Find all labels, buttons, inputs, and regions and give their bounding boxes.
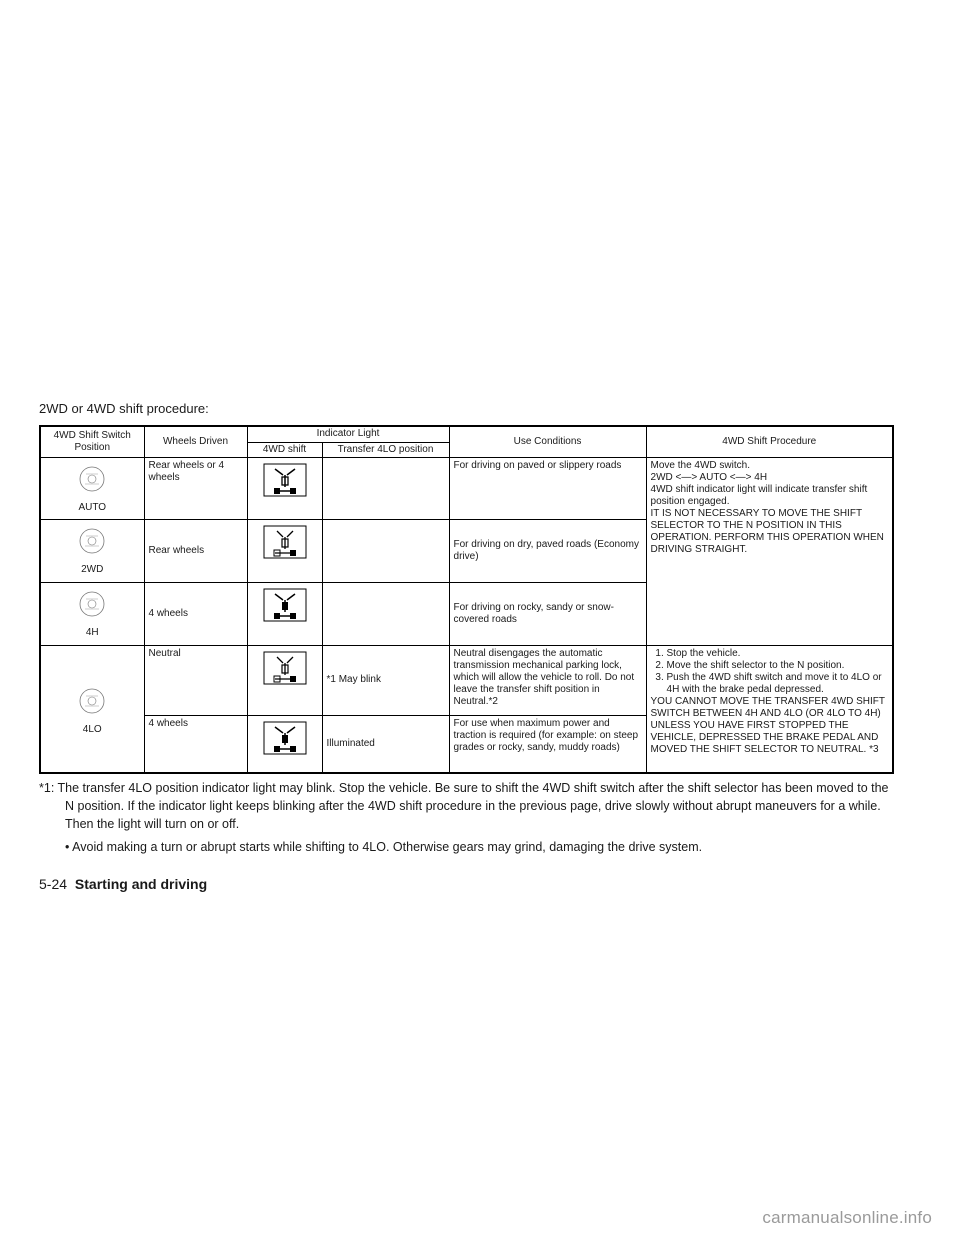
transfer-light-cell — [322, 519, 449, 582]
page-number: 5-24 — [39, 876, 68, 892]
wheels-cell: Neutral — [144, 645, 247, 715]
switch-cell-2wd — [40, 519, 144, 582]
procedure-steps — [651, 648, 889, 696]
wheels-cell: 4 wheels — [144, 715, 247, 773]
page-footer — [39, 876, 207, 892]
4wd-light-icon — [263, 721, 307, 755]
footnote-1: *1: The transfer 4LO position indicator light may blink. Stop the vehicle. Be sure to shift the 4WD shift switch after the shift selector has been moved to the N position. If the indicator light keeps blinking after the 4WD shift procedure in the previous page, drive slowly without abrupt maneuvers for a while. Then the light will turn on or off. — [39, 781, 889, 831]
shift-light-cell — [247, 519, 322, 582]
procedure-caution: YOU CANNOT MOVE THE TRANSFER 4WD SHIFT SWITCH BETWEEN 4H AND 4LO (OR 4LO TO 4H) UNLESS YOU HAVE FIRST STOPPED THE VEHICLE, DEPRESSED THE BRAKE PEDAL AND MOVED THE SHIFT SELECTOR TO NEUTRAL. *3 — [650, 695, 885, 755]
wheels-cell: 4 wheels — [144, 582, 247, 645]
procedure-step: 1. Stop the vehicle. — [667, 648, 889, 660]
transfer-light-cell: Illuminated — [322, 715, 449, 773]
use-conditions-cell: Neutral disengages the automatic transmission mechanical parking lock, which will allow the vehicle to roll. Do not leave the transfer shift position in Neutral.*2 — [449, 645, 646, 715]
use-conditions-cell: For driving on rocky, sandy or snow-covered roads — [449, 582, 646, 645]
shift-light-cell — [247, 457, 322, 519]
switch-label: 4LO — [82, 723, 102, 735]
procedure-line: 2WD <—> AUTO <—> 4H — [650, 471, 768, 483]
shift-light-cell — [247, 715, 322, 773]
bullet-note: • Avoid making a turn or abrupt starts while shifting to 4LO. Otherwise gears may grind, damaging the drive system. — [65, 840, 703, 855]
switch-cell-4lo — [40, 645, 144, 773]
shift-light-cell — [247, 645, 322, 715]
transfer-light-cell — [322, 457, 449, 519]
transfer-light-cell: *1 May blink — [322, 645, 449, 715]
switch-label: AUTO — [78, 501, 107, 513]
wheels-cell: Rear wheels or 4 wheels — [144, 457, 247, 519]
shift-light-cell — [247, 582, 322, 645]
shift-switch-knob-icon — [72, 589, 112, 619]
section-name: Starting and driving — [74, 876, 208, 892]
use-conditions-cell: For driving on paved or slippery roads — [449, 457, 646, 519]
section-title: 2WD or 4WD shift procedure: — [39, 401, 209, 416]
footnotes — [39, 780, 899, 857]
switch-label: 4H — [85, 626, 99, 638]
wheels-cell: Rear wheels — [144, 519, 247, 582]
2wd-light-icon — [263, 651, 307, 685]
use-conditions-cell: For driving on dry, paved roads (Economy drive) — [449, 519, 646, 582]
procedure-step: 3. Push the 4WD shift switch and move it to 4LO or 4H with the brake pedal depressed. — [667, 672, 889, 696]
2wd-light-icon — [263, 525, 307, 559]
procedure-line: Move the 4WD switch. — [650, 459, 750, 471]
header-4wd-shift: 4WD shift — [247, 442, 322, 457]
transfer-light-cell — [322, 582, 449, 645]
procedure-step: 2. Move the shift selector to the N position. — [667, 660, 889, 672]
4wd-light-icon — [263, 588, 307, 622]
header-transfer-4lo: Transfer 4LO position — [322, 442, 449, 457]
switch-cell-4h — [40, 582, 144, 645]
procedure-line: 4WD shift indicator light will indicate transfer shift position engaged. — [650, 483, 868, 507]
switch-label: 2WD — [81, 563, 104, 575]
shift-procedure-table — [39, 425, 894, 774]
use-conditions-cell: For use when maximum power and traction is required (for example: on steep grades or rocky, sandy, muddy roads) — [449, 715, 646, 773]
header-use-conditions: Use Conditions — [449, 426, 646, 457]
watermark: carmanualsonline.info — [762, 1208, 932, 1227]
4wd-auto-light-icon — [263, 463, 307, 497]
procedure-caution: IT IS NOT NECESSARY TO MOVE THE SHIFT SELECTOR TO THE N POSITION IN THIS OPERATION. PERFORM THIS OPERATION WHEN DRIVING STRAIGHT. — [650, 507, 884, 555]
header-indicator-light: Indicator Light — [247, 426, 449, 442]
header-wheels-driven: Wheels Driven — [144, 426, 247, 457]
shift-switch-knob-icon — [72, 686, 112, 716]
shift-switch-knob-icon — [72, 526, 112, 556]
procedure-lower-cell — [646, 645, 893, 773]
shift-switch-knob-icon — [72, 464, 112, 494]
procedure-upper-cell — [646, 457, 893, 645]
header-procedure: 4WD Shift Procedure — [646, 426, 893, 457]
header-switch-position: 4WD Shift Switch Position — [40, 426, 144, 457]
switch-cell-auto — [40, 457, 144, 519]
